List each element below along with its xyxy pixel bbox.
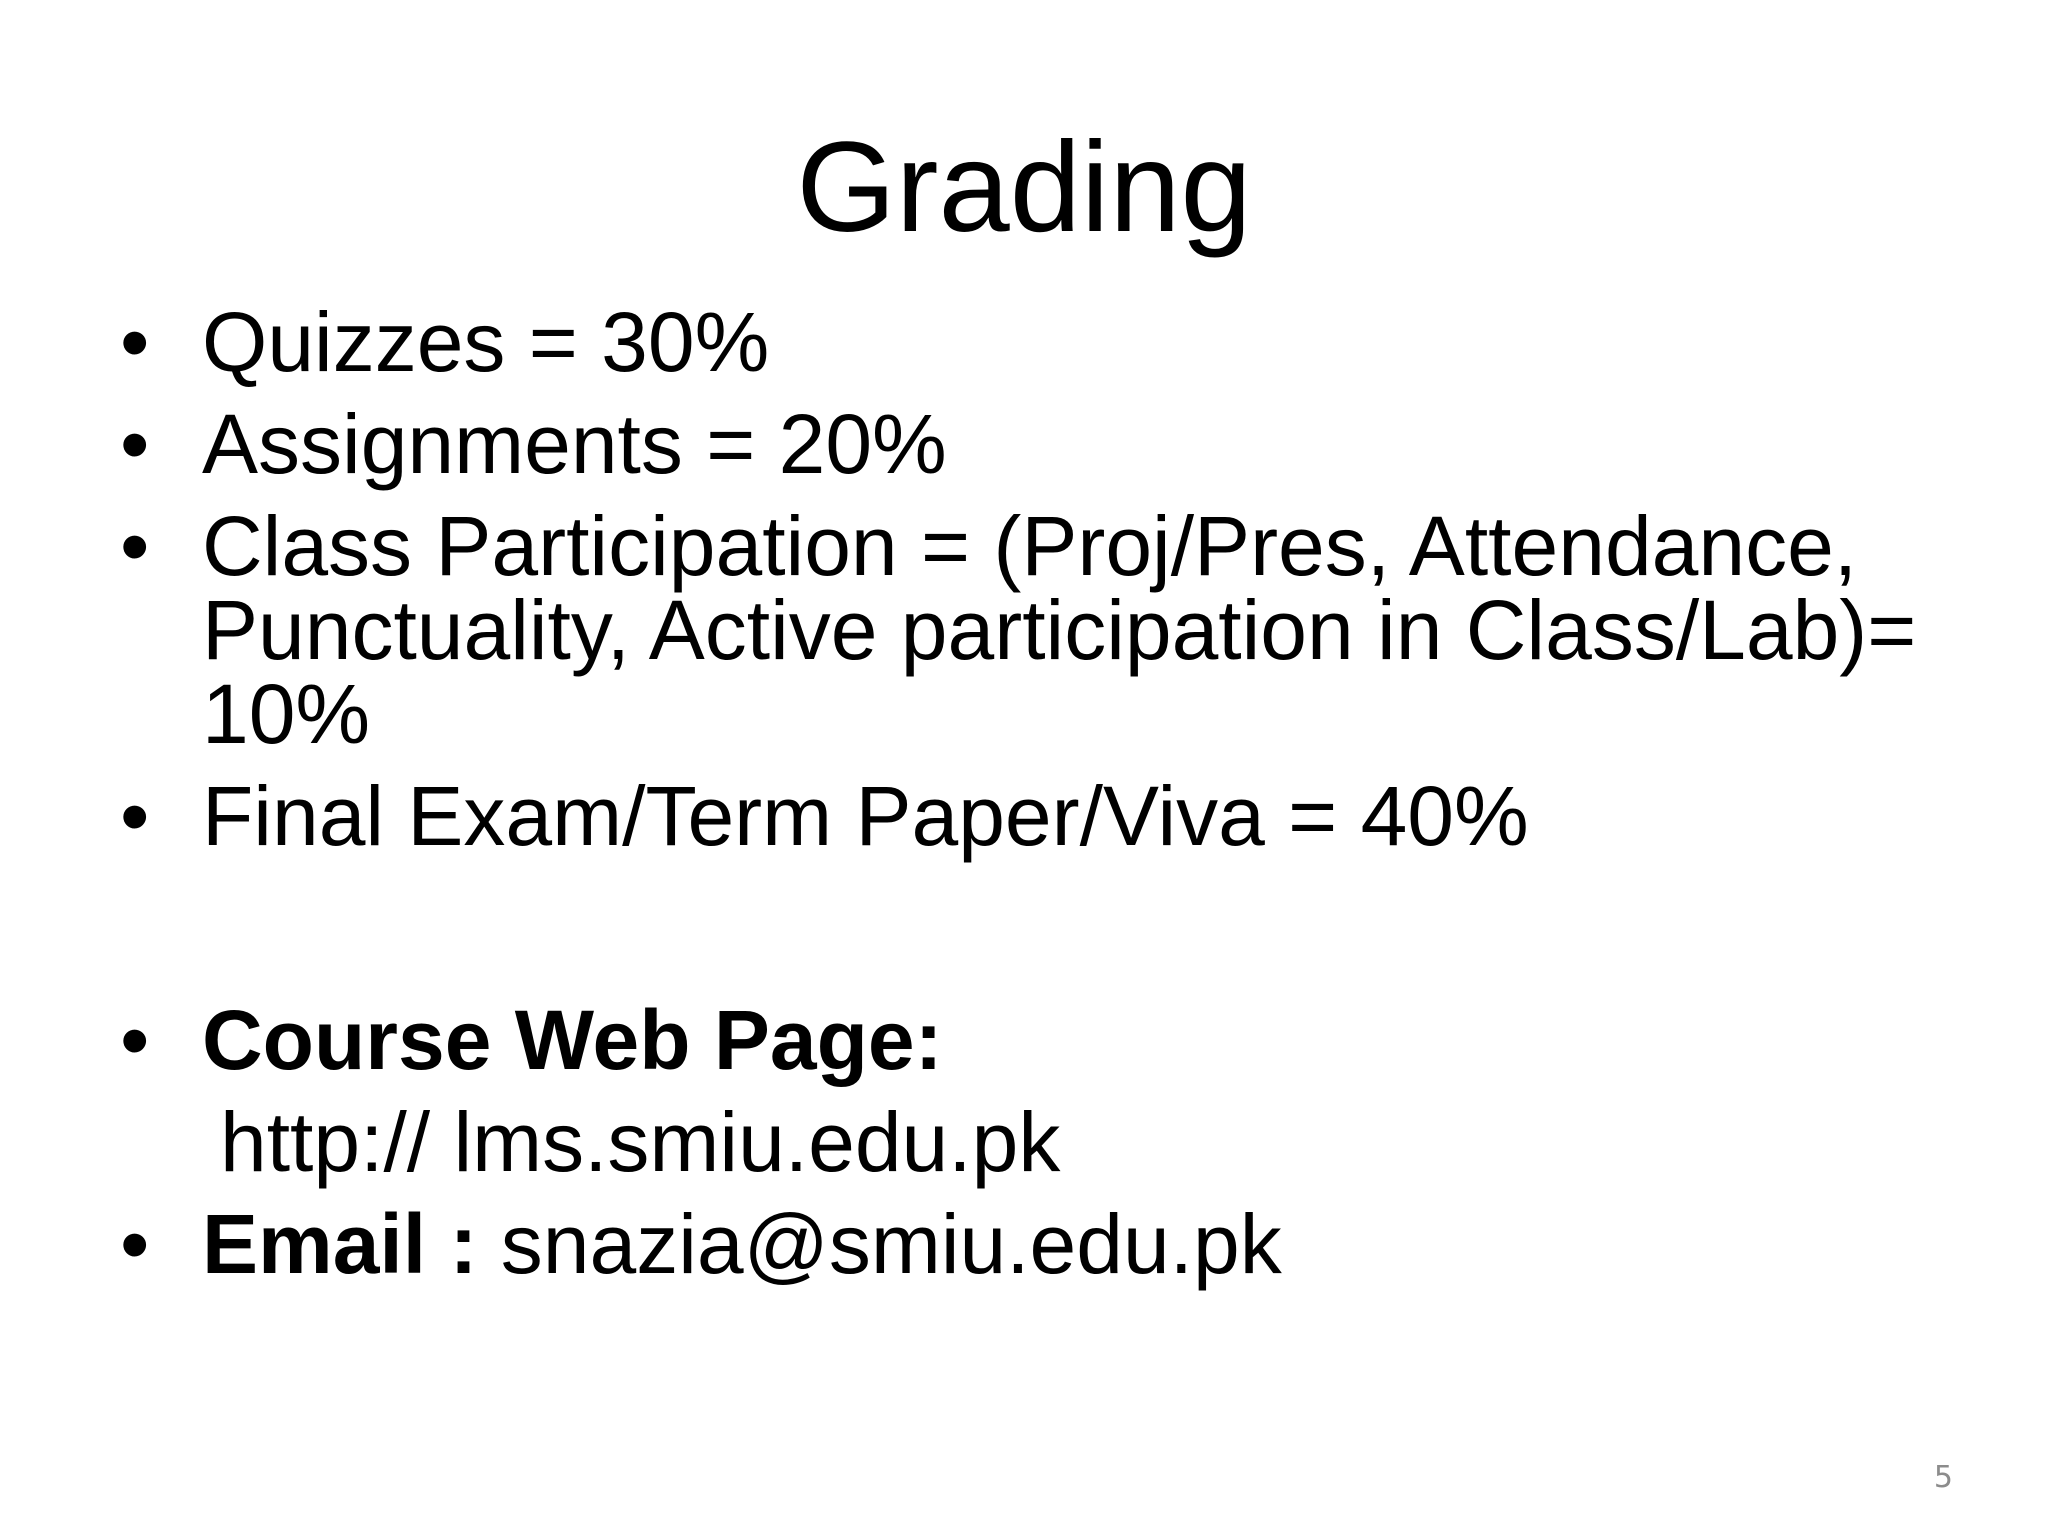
bullet-point-icon: •	[120, 769, 150, 863]
page-number: 5	[1933, 1460, 1953, 1495]
list-item	[120, 1197, 2000, 1291]
list-item	[120, 397, 2000, 491]
grading-class-participation: Class Participation = (Proj/Pres, Attendance, Punctuality, Active participation in Class/Lab)= 10%	[202, 499, 1917, 761]
list-item	[120, 499, 2000, 761]
grading-quizzes: Quizzes = 30%	[202, 295, 770, 389]
bullet-list	[120, 295, 2000, 1291]
bullet-point-icon: •	[120, 499, 150, 593]
slide-title: Grading	[796, 116, 1252, 259]
course-web-page-url[interactable]: http:// lms.smiu.edu.pk	[220, 1095, 1061, 1189]
email-label: Email :	[202, 1197, 478, 1291]
bullet-point-icon: •	[120, 1197, 150, 1291]
grading-final-exam: Final Exam/Term Paper/Viva = 40%	[202, 769, 1529, 863]
bullet-point-icon: •	[120, 295, 150, 389]
list-item	[120, 993, 2000, 1087]
course-web-page-label: Course Web Page:	[202, 993, 943, 1087]
bullet-point-icon: •	[120, 993, 150, 1087]
list-item	[120, 295, 2000, 389]
bullet-point-icon: •	[120, 397, 150, 491]
grading-assignments: Assignments = 20%	[202, 397, 947, 491]
email-address[interactable]: snazia@smiu.edu.pk	[477, 1197, 1282, 1291]
list-item	[120, 769, 2000, 863]
